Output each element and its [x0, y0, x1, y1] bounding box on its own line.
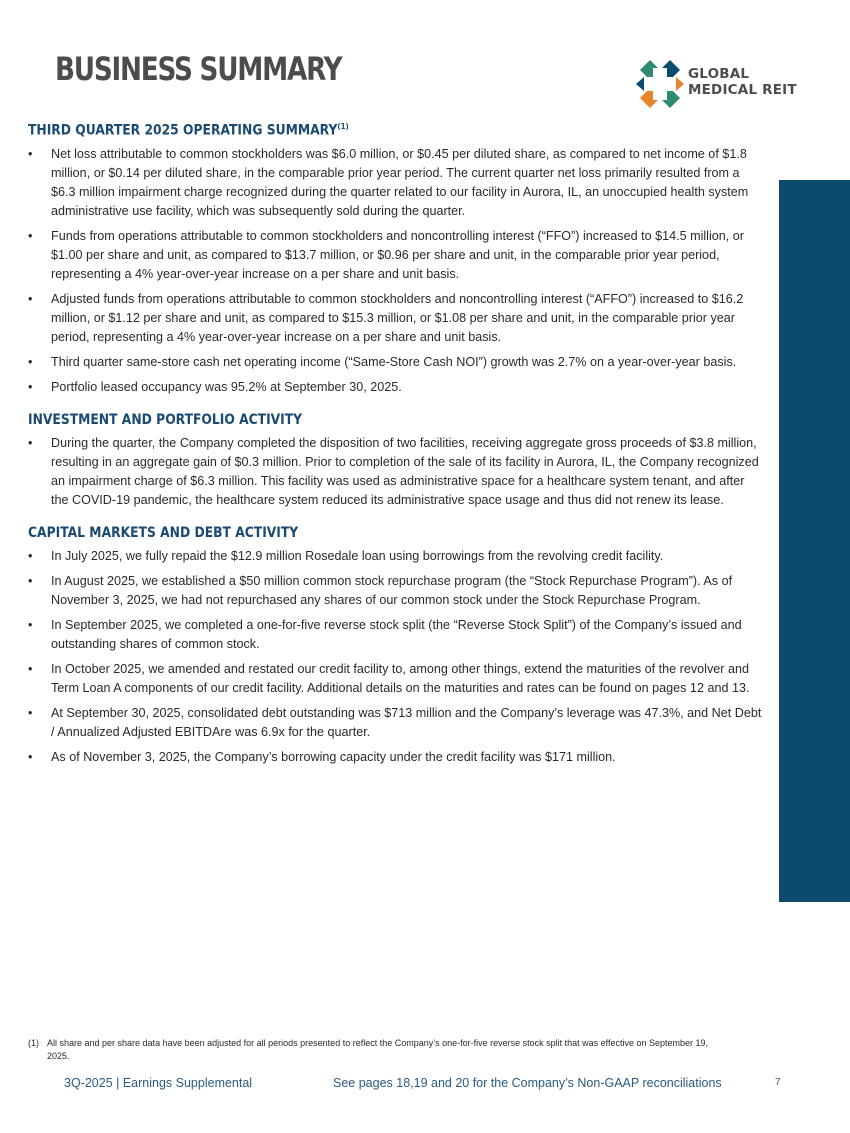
list-item [28, 704, 763, 742]
list-item-text: Funds from operations attributable to common stockholders and noncontrolling interest (“FFO”) increased to $14.5 million, or $1.00 per share and unit, as compared to $13.7 million, or $0.96 per share and unit, in the comparable prior year period, representing a 4% year-over-year increase on a per share and unit basis. [51, 228, 744, 281]
bullet-list [28, 434, 763, 510]
investment-activity-section [28, 412, 763, 510]
bullet-icon: • [28, 354, 33, 369]
bullet-icon: • [28, 435, 33, 450]
logo-text-line2: MEDICAL REIT [688, 82, 797, 98]
list-item-text: In July 2025, we fully repaid the $12.9 million Rosedale loan using borrowings from the revolving credit facility. [51, 548, 664, 563]
cross-logo-icon [636, 60, 684, 108]
section-heading: INVESTMENT AND PORTFOLIO ACTIVITY [28, 411, 303, 428]
list-item [28, 227, 763, 284]
bullet-icon: • [28, 291, 33, 306]
section-heading [28, 122, 675, 139]
list-item [28, 748, 763, 767]
list-item [28, 547, 763, 566]
footnote-marker: (1) [28, 1038, 39, 1048]
list-item-text: At September 30, 2025, consolidated debt outstanding was $713 million and the Company’s leverage was 47.3%, and Net Debt / Annualized Adjusted EBITDAre was 6.9x for the quarter. [51, 705, 762, 739]
footnote-reference: (1) [337, 122, 349, 131]
list-item [28, 572, 763, 610]
list-item-text: Third quarter same-store cash net operating income (“Same-Store Cash NOI”) growth was 2.7% on a year-over-year basis. [51, 354, 737, 369]
bullet-icon: • [28, 548, 33, 563]
page-title: BUSINESS SUMMARY [55, 50, 342, 88]
company-logo [636, 60, 796, 108]
list-item-text: Adjusted funds from operations attributable to common stockholders and noncontrolling interest (“AFFO”) increased to $16.2 million, or $1.12 per share and unit, as compared to $15.3 million, or $1.08 per share and unit, in the comparable prior year period, representing a 4% year-over-year increase on a per share and unit basis. [51, 291, 744, 344]
side-accent-band [779, 180, 850, 902]
list-item-text: Portfolio leased occupancy was 95.2% at September 30, 2025. [51, 379, 402, 394]
list-item-text: In August 2025, we established a $50 million common stock repurchase program (the “Stock Repurchase Program”). As of November 3, 2025, we had not repurchased any shares of our common stock under the Stock Repurchase Program. [51, 573, 733, 607]
list-item [28, 434, 763, 510]
bullet-icon: • [28, 228, 33, 243]
bullet-icon: • [28, 749, 33, 764]
capital-markets-section [28, 525, 763, 767]
list-item-text: During the quarter, the Company completed the disposition of two facilities, receiving aggregate gross proceeds of $3.8 million, resulting in an aggregate gain of $0.3 million. Prior to completion of the sale of its facility in Aurora, IL, the Company recognized an impairment charge of $6.3 million. This facility was used as administrative space for a healthcare system tenant, and after the COVID-19 pandemic, the healthcare system reduced its administrative space usage and thus did not renew its lease. [51, 435, 759, 507]
operating-summary-section [28, 122, 763, 397]
bullet-icon: • [28, 661, 33, 676]
bullet-list [28, 145, 763, 397]
bullet-icon: • [28, 617, 33, 632]
list-item [28, 353, 763, 372]
section-heading: CAPITAL MARKETS AND DEBT ACTIVITY [28, 524, 299, 541]
footnote [28, 1037, 728, 1063]
list-item [28, 290, 763, 347]
section-heading-text: THIRD QUARTER 2025 OPERATING SUMMARY [28, 122, 338, 139]
list-item-text: As of November 3, 2025, the Company’s borrowing capacity under the credit facility was $171 million. [51, 749, 616, 764]
footer-document-label: 3Q-2025 | Earnings Supplemental [64, 1076, 253, 1090]
bullet-icon: • [28, 379, 33, 394]
main-content [28, 122, 763, 782]
list-item-text: In October 2025, we amended and restated our credit facility to, among other things, extend the maturities of the revolver and Term Loan A components of our credit facility. Additional details on the maturities and rates can be found on pages 12 and 13. [51, 661, 750, 695]
bullet-icon: • [28, 146, 33, 161]
list-item [28, 145, 763, 221]
list-item-text: Net loss attributable to common stockholders was $6.0 million, or $0.45 per diluted share, as compared to net income of $1.8 million, or $0.14 per diluted share, in the comparable prior year period. The current quarter net loss primarily resulted from a $6.3 million impairment charge recognized during the quarter related to our facility in Aurora, IL, an unoccupied health system administrative use facility, which was subsequently sold during the quarter. [51, 146, 749, 218]
list-item [28, 616, 763, 654]
logo-text-line1: GLOBAL [688, 66, 750, 82]
footnote-text: All share and per share data have been adjusted for all periods presented to reflect the Company’s one-for-five reverse stock split that was effective on September 19, 2025. [47, 1038, 709, 1061]
list-item [28, 660, 763, 698]
list-item-text: In September 2025, we completed a one-for-five reverse stock split (the “Reverse Stock Split”) of the Company’s issued and outstanding shares of common stock. [51, 617, 742, 651]
bullet-icon: • [28, 573, 33, 588]
bullet-list [28, 547, 763, 767]
bullet-icon: • [28, 705, 33, 720]
page-number: 7 [775, 1077, 781, 1088]
footer-reconciliation-note: See pages 18,19 and 20 for the Company’s Non-GAAP reconciliations [333, 1076, 722, 1090]
list-item [28, 378, 763, 397]
